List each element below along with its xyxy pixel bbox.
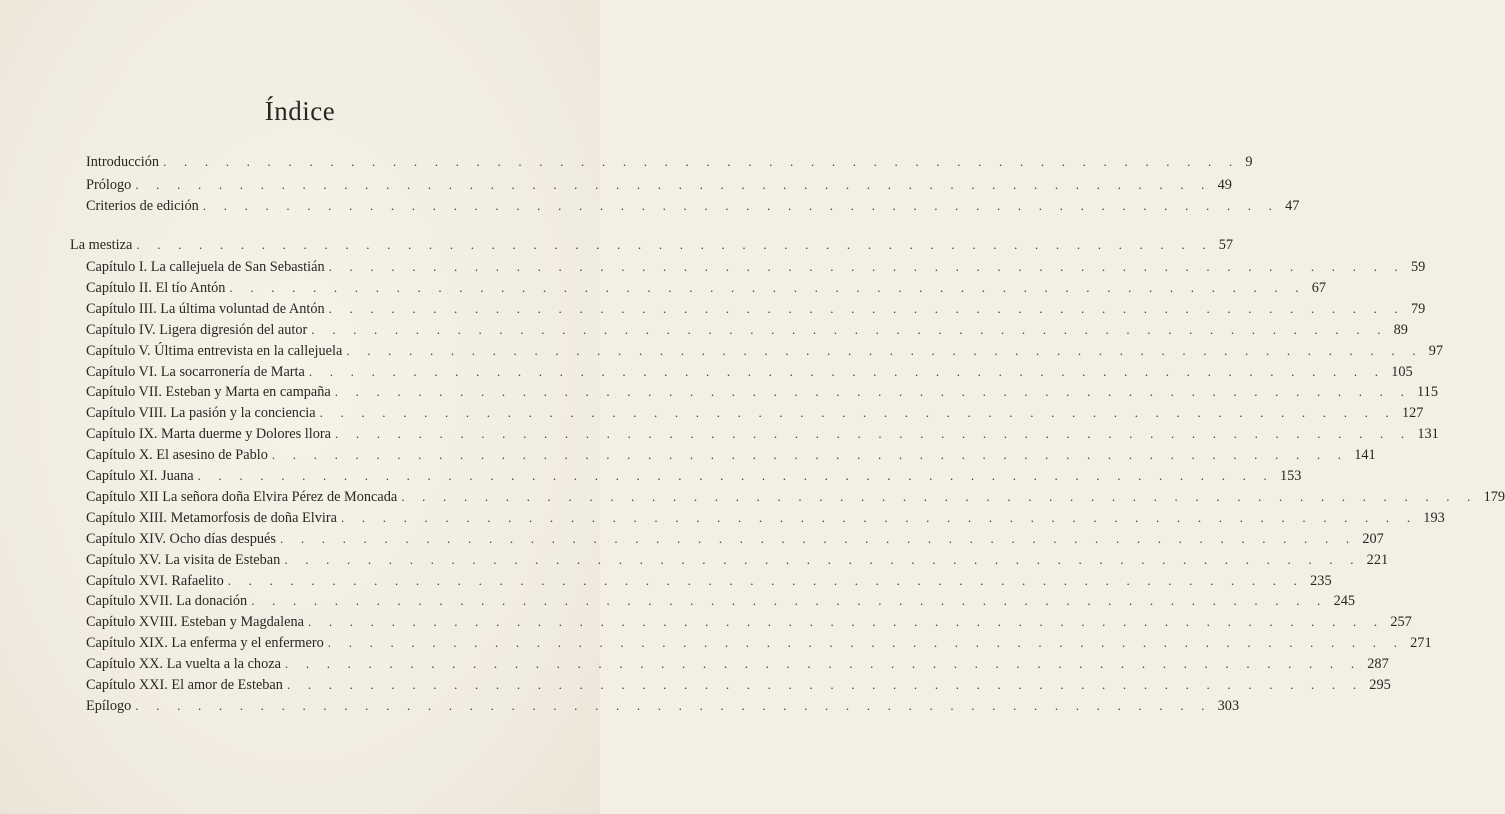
toc-entry-chapter[interactable] — [86, 257, 1426, 277]
toc-entry-page: 287 — [1367, 656, 1389, 673]
leader-dots: . . . . . . . . . . . . . . . . . . . . . . . . . . . . . . . . . . . . . . . . . . . . . . . . . . . . — [284, 551, 1361, 567]
leader-dots: . . . . . . . . . . . . . . . . . . . . . . . . . . . . . . . . . . . . . . . . . . . . . . . . . . . . — [328, 259, 1405, 274]
leader-dots: . . . . . . . . . . . . . . . . . . . . . . . . . . . . . . . . . . . . . . . . . . . . . . . . . . . . — [308, 363, 1386, 379]
toc-entry-page: 271 — [1410, 635, 1432, 652]
toc-entry-label: Capítulo III. La última voluntad de Antón — [86, 300, 325, 317]
toc-entry-label: Capítulo IV. Ligera digresión del autor — [86, 321, 308, 338]
toc-entry-label: Capítulo V. Última entrevista en la callejuela — [86, 342, 343, 359]
toc-entry-chapter[interactable] — [86, 299, 1426, 319]
toc-entry-label: Capítulo VI. La socarronería de Marta — [86, 363, 305, 380]
toc-entry-chapter[interactable] — [86, 675, 1391, 695]
toc-entry-page: 47 — [1285, 198, 1300, 214]
toc-entry-label: Capítulo XXI. El amor de Esteban — [86, 677, 283, 693]
leader-dots: . . . . . . . . . . . . . . . . . . . . . . . . . . . . . . . . . . . . . . . . . . . . . . . . . . . . — [340, 509, 1418, 525]
leader-dots: . . . . . . . . . . . . . . . . . . . . . . . . . . . . . . . . . . . . . . . . . . . . . . . . . . . . — [279, 530, 1357, 546]
toc-entry-page: 295 — [1369, 677, 1391, 693]
toc-entry-chapter[interactable] — [86, 696, 1240, 716]
toc-entry-label: Introducción — [86, 154, 160, 170]
toc-entry-label: Capítulo XVII. La donación — [86, 593, 248, 610]
toc-entry-page: 193 — [1423, 509, 1445, 526]
toc-entry-label: Capítulo XV. La visita de Esteban — [86, 551, 281, 568]
leader-dots: . . . . . . . . . . . . . . . . . . . . . . . . . . . . . . . . . . . . . . . . . . . . . . . . . . . . — [163, 154, 1240, 169]
toc-entry-chapter[interactable] — [86, 654, 1389, 674]
leader-dots: . . . . . . . . . . . . . . . . . . . . . . . . . . . . . . . . . . . . . . . . . . . . . . . . . . . . — [401, 488, 1478, 504]
toc-entry-chapter[interactable] — [86, 320, 1408, 340]
leader-dots: . . . . . . . . . . . . . . . . . . . . . . . . . . . . . . . . . . . . . . . . . . . . . . . . . . . . — [229, 279, 1306, 295]
leader-dots: . . . . . . . . . . . . . . . . . . . . . . . . . . . . . . . . . . . . . . . . . . . . . . . . . . . . — [271, 447, 1349, 463]
toc-entry-label: La mestiza — [70, 237, 133, 253]
toc-entry-label: Capítulo IX. Marta duerme y Dolores llora — [86, 426, 331, 443]
toc-entry-page: 105 — [1391, 363, 1413, 380]
toc-entry-page: 245 — [1333, 593, 1356, 610]
toc-entry-page: 57 — [1218, 237, 1233, 253]
toc-entry-chapter[interactable] — [86, 466, 1302, 486]
toc-entry-chapter[interactable] — [86, 341, 1444, 361]
toc-entry-criterios[interactable] — [86, 196, 1300, 216]
toc-entry-page: 141 — [1354, 447, 1376, 464]
leader-dots: . . . . . . . . . . . . . . . . . . . . . . . . . . . . . . . . . . . . . . . . . . . . . . . . . . . . — [311, 321, 1388, 337]
toc-entry-chapter[interactable] — [86, 487, 1505, 507]
toc-entry-chapter[interactable] — [86, 382, 1438, 402]
toc-entry-chapter[interactable] — [86, 529, 1384, 549]
leader-dots: . . . . . . . . . . . . . . . . . . . . . . . . . . . . . . . . . . . . . . . . . . . . . . . . . . . . — [284, 656, 1362, 672]
leader-dots: . . . . . . . . . . . . . . . . . . . . . . . . . . . . . . . . . . . . . . . . . . . . . . . . . . . . — [334, 384, 1412, 400]
toc-entry-label: Prólogo — [86, 177, 132, 193]
toc-entry-label: Capítulo XI. Juana — [86, 468, 194, 484]
leader-dots: . . . . . . . . . . . . . . . . . . . . . . . . . . . . . . . . . . . . . . . . . . . . . . . . . . . . — [286, 677, 1364, 692]
leader-dots: . . . . . . . . . . . . . . . . . . . . . . . . . . . . . . . . . . . . . . . . . . . . . . . . . . . . — [227, 572, 1305, 588]
toc-entry-page: 89 — [1393, 321, 1408, 338]
toc-entry-chapter[interactable] — [86, 591, 1356, 611]
toc-entry-label: Capítulo X. El asesino de Pablo — [86, 447, 268, 464]
leader-dots: . . . . . . . . . . . . . . . . . . . . . . . . . . . . . . . . . . . . . . . . . . . . . . . . . . . . — [346, 342, 1423, 358]
toc-entry-chapter[interactable] — [86, 550, 1389, 570]
toc-entry-chapter[interactable] — [86, 612, 1412, 632]
toc-entry-label: Criterios de edición — [86, 198, 199, 214]
toc-entry-page: 303 — [1217, 697, 1240, 714]
toc-entry-page: 127 — [1401, 405, 1424, 422]
toc-entry-page: 97 — [1428, 342, 1444, 359]
toc-entry-label: Capítulo VII. Esteban y Marta en campaña — [86, 384, 331, 401]
toc-entry-label: Capítulo XX. La vuelta a la choza — [86, 656, 281, 673]
toc-entry-page: 179 — [1483, 488, 1505, 505]
leader-dots: . . . . . . . . . . . . . . . . . . . . . . . . . . . . . . . . . . . . . . . . . . . . . . . . . . . . — [135, 697, 1212, 713]
toc-entry-label: Capítulo XVIII. Esteban y Magdalena — [86, 614, 304, 631]
leader-dots: . . . . . . . . . . . . . . . . . . . . . . . . . . . . . . . . . . . . . . . . . . . . . . . . . . . . — [307, 614, 1385, 630]
toc-entry-chapter[interactable] — [86, 424, 1439, 444]
toc-entry-page: 67 — [1311, 279, 1327, 296]
toc-entry-page: 235 — [1310, 572, 1332, 589]
toc-entry-page: 221 — [1366, 551, 1389, 568]
leader-dots: . . . . . . . . . . . . . . . . . . . . . . . . . . . . . . . . . . . . . . . . . . . . . . . . . . . . — [136, 237, 1213, 252]
leader-dots: . . . . . . . . . . . . . . . . . . . . . . . . . . . . . . . . . . . . . . . . . . . . . . . . . . . . — [202, 198, 1280, 213]
leader-dots: . . . . . . . . . . . . . . . . . . . . . . . . . . . . . . . . . . . . . . . . . . . . . . . . . . . . — [251, 593, 1328, 609]
leader-dots: . . . . . . . . . . . . . . . . . . . . . . . . . . . . . . . . . . . . . . . . . . . . . . . . . . . . — [135, 177, 1212, 192]
toc-entry-prologo[interactable] — [86, 175, 1232, 195]
page-title: Índice — [264, 96, 336, 126]
toc-entry-page: 153 — [1279, 468, 1302, 484]
toc-entry-label: Capítulo VIII. La pasión y la conciencia — [86, 405, 316, 422]
toc-entry-page: 9 — [1245, 154, 1253, 170]
toc-entry-chapter[interactable] — [86, 571, 1332, 591]
toc-entry-chapter[interactable] — [86, 633, 1432, 653]
toc-entry-page: 79 — [1411, 300, 1426, 317]
toc-entry-page: 49 — [1217, 177, 1232, 193]
toc-entry-label: Capítulo XIV. Ocho días después — [86, 530, 276, 547]
toc-entry-label: Capítulo I. La callejuela de San Sebastián — [86, 259, 325, 275]
toc-entry-page: 131 — [1417, 426, 1439, 443]
toc-entry-part[interactable] — [70, 235, 1233, 255]
toc-entry-page: 59 — [1410, 259, 1426, 275]
toc-entry-label: Capítulo XIX. La enferma y el enfermero — [86, 635, 324, 652]
toc-entry-label: Capítulo II. El tío Antón — [86, 279, 226, 296]
toc-entry-label: Capítulo XII La señora doña Elvira Pérez de Moncada — [86, 488, 398, 505]
leader-dots: . . . . . . . . . . . . . . . . . . . . . . . . . . . . . . . . . . . . . . . . . . . . . . . . . . . . — [334, 426, 1412, 442]
toc-entry-page: 207 — [1362, 530, 1384, 547]
leader-dots: . . . . . . . . . . . . . . . . . . . . . . . . . . . . . . . . . . . . . . . . . . . . . . . . . . . . — [327, 635, 1405, 651]
toc-entry-page: 257 — [1390, 614, 1412, 631]
toc-entry-label: Capítulo XIII. Metamorfosis de doña Elvira — [86, 509, 337, 526]
leader-dots: . . . . . . . . . . . . . . . . . . . . . . . . . . . . . . . . . . . . . . . . . . . . . . . . . . . . — [328, 300, 1405, 316]
toc-entry-page: 115 — [1417, 384, 1438, 401]
toc-entry-chapter[interactable] — [86, 508, 1445, 528]
toc-entry-chapter[interactable] — [86, 278, 1327, 298]
toc-entry-introduccion[interactable] — [86, 152, 1253, 172]
toc-entry-chapter[interactable] — [86, 403, 1424, 423]
toc-entry-label: Epílogo — [86, 697, 132, 714]
toc-entry-chapter[interactable] — [86, 445, 1376, 465]
toc-entry-chapter[interactable] — [86, 362, 1413, 382]
leader-dots: . . . . . . . . . . . . . . . . . . . . . . . . . . . . . . . . . . . . . . . . . . . . . . . . . . . . — [319, 405, 1396, 421]
toc-entry-label: Capítulo XVI. Rafaelito — [86, 572, 224, 589]
leader-dots: . . . . . . . . . . . . . . . . . . . . . . . . . . . . . . . . . . . . . . . . . . . . . . . . . . . . — [197, 468, 1274, 483]
